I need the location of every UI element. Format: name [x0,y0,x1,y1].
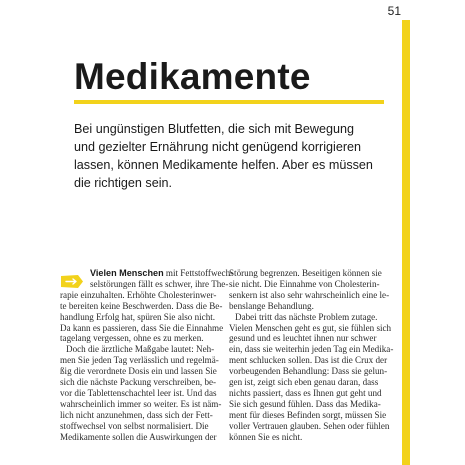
body-line: stoffwechsel von selbst normalisiert. Die [60,420,209,431]
body-line: benslange Behandlung. [229,300,314,311]
body-line-text: mit Fettstoffwech- [163,268,234,278]
body-line: ein, dass sie weiterhin jeden Tag ein Medika- [229,344,394,355]
body-line: wahrscheinlich immer so weiter. Es ist näm- [60,398,222,409]
body-line: können Sie es nicht. [229,431,303,442]
body-line: sich die nächste Packung verschreiben, be- [60,377,217,388]
body-line: sie nicht. Die Einnahme von Cholesterin- [229,278,380,289]
body-column-left [60,268,234,443]
chapter-title: Medikamente [74,56,311,97]
body-line: rapie einzuhalten. Erhöhte Cholesterinwer- [60,289,217,300]
intro-line: die richtigen sein. [74,176,173,190]
body-line: te bereiten keine Beschwerden. Dass die Be- [60,300,223,311]
body-line: gen ist, zeigt sich eben genau daran, dass [229,377,379,388]
body-line: tagelang vergessen, ohne es zu merken. [60,333,204,344]
body-line: selstörungen fällt es schwer, ihre The- [90,278,229,289]
intro-line: lassen, können Medikamente helfen. Aber es müssen [74,158,373,172]
body-line: voller Vertrauen glauben. Sehen oder fühlen [229,420,390,431]
body-line: ment für dieses Befinden sorgt, müssen Sie [229,409,387,420]
body-line: Vielen Menschen geht es gut, sie fühlen sich [229,322,392,333]
intro-line: Bei ungünstigen Blutfetten, die sich mit Bewegung [74,122,355,136]
body-line: vor die Tablettenschachtel leer ist. Und das [60,387,217,398]
body-line: Da kann es passieren, dass Sie die Einnahme [60,322,224,333]
body-line: lich nicht anzunehmen, dass sich der Fett- [60,409,213,420]
title-underline [74,100,384,104]
body-line: vorbeugenden Behandlung: Dass sie gelun- [229,366,388,377]
body-line: Dabei tritt das nächste Problem zutage. [235,311,378,322]
body-line: handlung Erfolg hat, spüren Sie also nicht. [60,311,216,322]
accent-bar [402,20,410,465]
body-line: nichts passiert, dass es Ihnen gut geht und [229,387,382,398]
lead-in: Vielen Menschen [90,268,164,278]
body-line: Doch die ärztliche Maßgabe lautet: Neh- [66,344,215,355]
intro-paragraph [74,120,404,192]
body-line: Störung begrenzen. Beseitigen können sie [229,268,382,278]
body-line: gesund und es leuchtet ihnen nur schwer [229,333,377,344]
body-line [60,268,234,279]
body-line: Sie sich gesund fühlen. Dass das Medika- [229,398,381,409]
intro-line: und gezielter Ernährung nicht genügend korrigieren [74,140,362,154]
page-number: 51 [387,4,401,18]
body-line: Medikamente sollen die Auswirkungen der [60,431,217,442]
body-line: ment schlucken sollen. Das ist die Crux der [229,355,388,366]
body-line: senkern ist also sehr wahrscheinlich eine le- [229,289,390,300]
body-line: men Sie jeden Tag verlässlich und regelmä- [60,355,219,366]
body-column-right [229,268,394,443]
body-line: ßig die verordnete Dosis ein und lassen Sie [60,366,217,377]
